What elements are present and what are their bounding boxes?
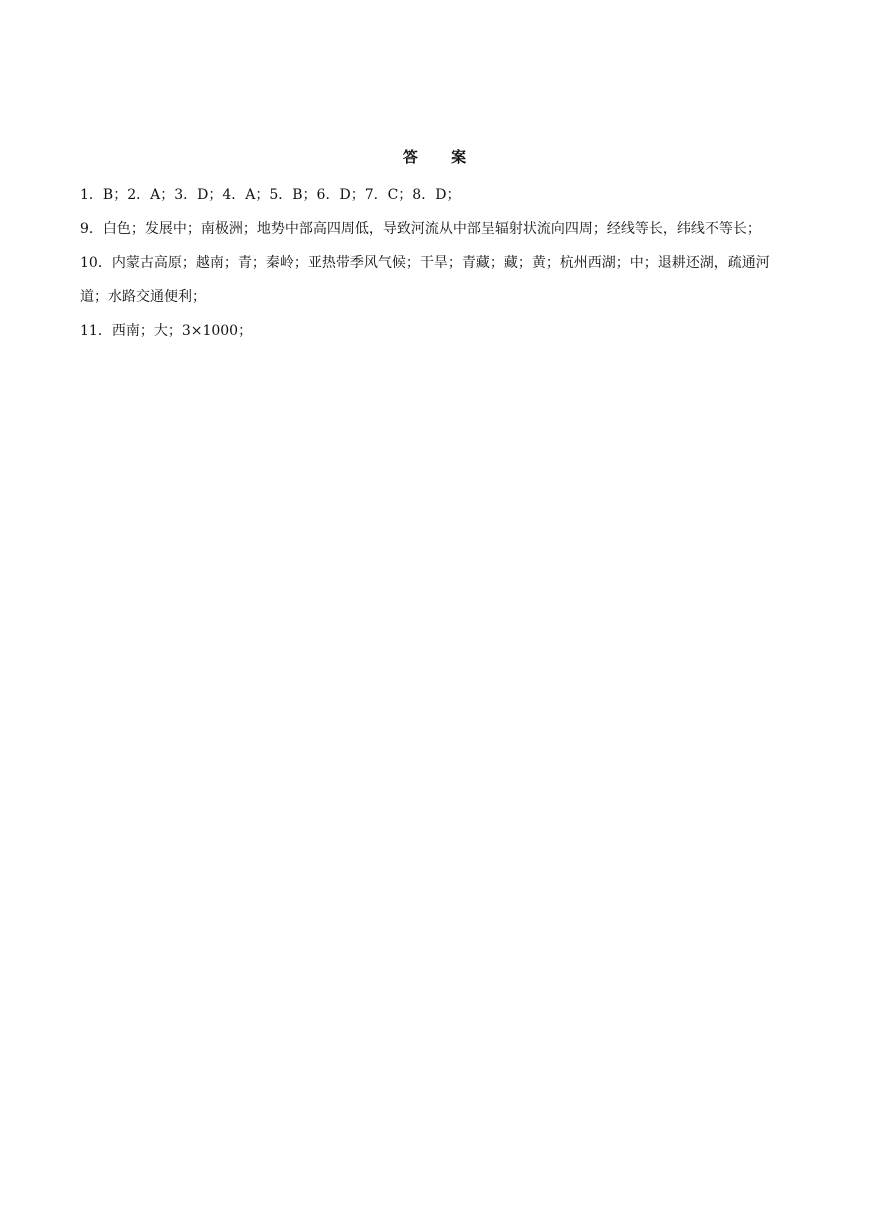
answer-title: 答 案 — [402, 148, 481, 166]
answer-line-11: 11．西南；大；3×1000； — [80, 323, 253, 339]
answer-list — [80, 178, 795, 348]
answer-line-10: 10．内蒙古高原；越南；青；秦岭；亚热带季风气候；干旱；青藏；藏；黄；杭州西湖；中；退耕还湖，疏通河道；水路交通便利； — [80, 255, 770, 305]
answer-line-9: 9．白色；发展中；南极洲；地势中部高四周低，导致河流从中部呈辐射状流向四周；经线等长，纬线不等长； — [80, 221, 761, 237]
answer-line-1: 1．B；2．A；3．D；4．A；5．B；6．D；7．C；8．D； — [80, 187, 461, 203]
